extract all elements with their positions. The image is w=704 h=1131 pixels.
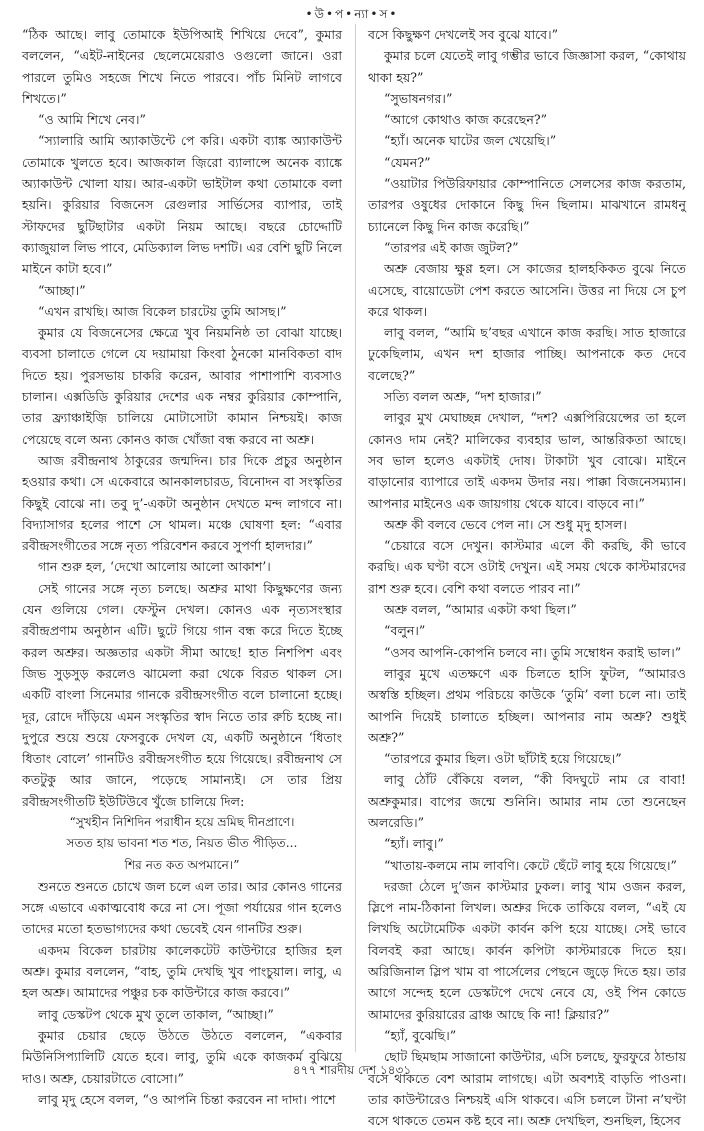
paragraph: অশ্রু বেজায় ক্ষুণ্ণ হল। সে কাজের হালহকিকত বুঝে নিতে এসেছে, বায়োডেটা পেশ করতে আসেনি। উত্তর না দিয়ে সে চুপ করে থাকল। xyxy=(368,261,686,319)
paragraph: আজ রবীন্দ্রনাথ ঠাকুরের জন্মদিন। চার দিকে প্রচুর অনুষ্ঠান হওয়ার কথা। সে একেবারে আনকালচারড, বিনোদন বা সংস্কৃতির কিছুই বোঝে না। তবু দু’-একটা অনুষ্ঠান দেখতে মন্দ লাগবে না। বিদ্যাসাগর হলের পাশে সে থামল। মঞ্চে ঘোষণা হল: “এবার রবীন্দ্রসংগীতের সঙ্গে নৃত্য পরিবেশন করবে সুপর্ণা হালদার।” xyxy=(22,452,342,554)
paragraph: ছোট ছিমছাম সাজানো কাউন্টার, এসি চলছে, ফুরফুরে ঠান্ডায় বসে থাকতে বেশ আরাম লাগছে। এটা অবশ্যই বাড়তি পাওনা। তার কাউন্টারেও নিশ্চয়ই এসি থাকবে। এসি চললে টানা ন’ঘণ্টা বসে থাকতে তেমন কষ্ট হবে না। অশ্রু দেখছিল, শুনছিল, হিসেব xyxy=(368,1049,686,1129)
paragraph: “তারপর এই কাজ জুটল?” xyxy=(384,239,519,255)
paragraph: “এখন রাখছি। আজ বিকেল চারটেয় তুমি আসছ।” xyxy=(38,303,287,319)
paragraph: “চেয়ারে বসে দেখুন। কাস্টমার এলে কী করছি, কী ভাবে করছি। এক ঘণ্টা বসে ওটাই দেখুন। এই সময় থেকে কাস্টমারদের রাশ শুরু হবে। বেশি কথা বলতে পারব না।” xyxy=(368,538,686,596)
paragraph: “ওসব আপনি-কোপনি চলবে না। তুমি সম্বোধন করাই ভাল।” xyxy=(384,644,682,660)
paragraph: “বলুন।” xyxy=(384,623,426,639)
paragraph: “আচ্ছা।” xyxy=(38,282,86,298)
paragraph: লাবুর মুখ মেঘাচ্ছন্ন দেখাল, “দশ? এক্সপিরিয়েন্সের তা হলে কোনও দাম নেই? মালিকের ব্যবহার ভাল, আন্তরিকতা আছে। সব ভাল হলেও একটাই দোষ। টাকাটা খুব বোঝে। মাইনে বাড়ানোর ব্যাপারে তাই একদম উদার নয়। পাক্কা বিজনেসম্যান। আপনার মাইনেও এক জায়গায় থেকে যাবে। বাড়বে না।” xyxy=(368,410,686,511)
paragraph: “ঠিক আছে। লাবু তোমাকে ইউপিআই শিখিয়ে দেবে”, কুমার বললেন, “এইট-নাইনের ছেলেমেয়েরাও ওগুলো জানে। ওরা পারলে তুমিও সহজে শিখে নিতে পারবে। পাঁচ মিনিট লাগবে শিখতে।” xyxy=(22,27,342,106)
paragraph: লাবু ঠোঁট বেঁকিয়ে বলল, “কী বিদঘুটে নাম রে বাবা! অশ্রুকুমার। বাপের জন্মে শুনিনি। আমার নাম তো শুনেছেন অলরেডি।” xyxy=(368,772,686,830)
paragraph: শুনতে শুনতে চোখে জল চলে এল তার। আর কোনও গানের সঙ্গে এভাবে একাত্মবোধ করে না সে। পূজা পর্যায়ের গান হলেও তাদের মতো হতভাগ্যদের কথা ভেবেই যেন গানটির শুরু। xyxy=(22,878,342,937)
paragraph: কুমার যে বিজনেসের ক্ষেত্রে খুব নিয়মনিষ্ঠ তা বোঝা যাচ্ছে। ব্যবসা চালাতে গেলে যে দয়ামায়া কিংবা ঠুনকো মানবিকতা বাদ দিতে হয়। পুরসভায় চাকরি করেন, আবার পাশাপাশি ব্যবসাও চালান। এক্সডিডি কুরিয়ার দেশের এক নম্বর কুরিয়ার কোম্পানি, তার ফ্র্যাঞ্চাইজ়ি চালিয়ে মোটাসোটা কামান নিশ্চয়ই। কাজ পেয়েছে বলে অন্য কোনও কাজ খোঁজা বন্ধ করবে না অশ্রু। xyxy=(22,325,342,447)
paragraph: একদম বিকেল চারটায় কালেকটেট কাউন্টারে হাজির হল অশ্রু। কুমার বললেন, “বাহ, তুমি দেখছি খুব পাংচুয়াল। লাবু, এ হল অশ্রু। আমাদের পঞ্চুর চক কাউন্টারে কাজ করবে।” xyxy=(22,942,342,1001)
paragraph: “যেমন?” xyxy=(384,154,431,170)
right-column xyxy=(368,24,686,1129)
left-column xyxy=(22,24,342,1107)
paragraph: “ওয়াটার পিউরিফায়ার কোম্পানিতে সেলসের কাজ করতাম, তারপর ওষুধের দোকানে কিছু দিন ছিলাম। মাঝখানে রামধনু চ্যানেলে কিছু দিন কাজ করেছি।” xyxy=(368,176,686,234)
paragraph: দরজা ঠেলে দু’জন কাস্টমার ঢুকল। লাবু খাম ওজন করল, স্লিপে নাম-ঠিকানা লিখল। অশ্রুর দিকে তাকিয়ে বলল, “এই যে লিখছি অটোমেটিক একটা কার্বন কপি হয়ে যাচ্ছে। সেই ভাবে বিলবই করা আছে। কার্বন কপিটা কাস্টমারকে দিতে হয়। অরিজিনাল স্লিপ খাম বা পার্সেলের পেছনে জুড়ে দিতে হয়। তার আগে সন্দেহ হলে ডেস্কটপে দেখে নেবে যে, ওই পিন কোডে আমাদের কুরিয়ারের ব্রাঞ্চ আছে কি না! ক্লিয়ার?” xyxy=(368,878,686,1022)
paragraph: সেই গানের সঙ্গে নৃত্য চলছে। অশ্রুর মাথা কিছুক্ষণের জন্য যেন গুলিয়ে গেল। ফেস্টুন দেখল। কোনও এক নৃত্যসংস্থার রবীন্দ্রপ্রণাম অনুষ্ঠান এটি। ছুটে গিয়ে গান বন্ধ করে দিতে ইচ্ছে করল অশ্রুর। অজ্ঞতার একটা সীমা আছে! হাত নিশপিশ এবং জিভ সুড়সুড় করলেও ঝামেলা করা থেকে বিরত থাকল সে। একটি বাংলা সিনেমার গানকে রবীন্দ্রসংগীত বলে চালানো হচ্ছে। দূর, রোদে দাঁড়িয়ে এমন সংস্কৃতির স্বাদ নিতে তার রুচি হচ্ছে না। দুপুরে শুয়ে শুয়ে ফেসবুকে দেখল যে, একটি অনুষ্ঠানে ‘ধিতাং ধিতাং বোলে’ গানটিও রবীন্দ্রসংগীত হয়ে গিয়েছে। রবীন্দ্রনাথ সে কতটুকু আর জানে, পড়েছে সামান্যই। সে তার প্রিয় রবীন্দ্রসংগীতটি ইউটিউবে খুঁজে চালিয়ে দিল: xyxy=(22,580,342,809)
paragraph: “সুভাষনগর।” xyxy=(384,90,453,106)
paragraph: “হ্যাঁ, বুঝেছি।” xyxy=(384,1027,457,1043)
page-footer: ৪৭৭ শারদীয় দেশ ১৪৩১ xyxy=(292,1063,412,1077)
paragraph: লাবুর মুখে এতক্ষণে এক চিলতে হাসি ফুটল, “আমারও অস্বস্তি হচ্ছিল। প্রথম পরিচয়ে কাউকে ‘তুমি’ বলা চলে না। তাই আপনি দিয়েই চালাতে হচ্ছিল। আপনার নাম অশ্রু? শুধুই অশ্রু?” xyxy=(368,665,686,745)
paragraph: “হ্যাঁ। অনেক ঘাটের জল খেয়েছি।” xyxy=(384,133,557,149)
column-divider xyxy=(355,24,356,1052)
paragraph: কুমার চলে যেতেই লাবু গম্ভীর ভাবে জিজ্ঞাসা করল, “কোথায় থাকা হয়?” xyxy=(368,48,686,85)
song-verse-line: শির নত কত অপমানে।” xyxy=(124,857,240,872)
paragraph: গান শুরু হল, ‘দেখো আলোয় আলো আকাশ’। xyxy=(38,559,271,575)
paragraph: “খাতায়-কলমে নাম লাবণি। কেটে ছেঁটে লাবু হয়ে গিয়েছে।” xyxy=(384,857,677,873)
paragraph: লাবু ডেস্কটপ থেকে মুখ তুলে তাকাল, “আচ্ছা।” xyxy=(38,1006,274,1022)
paragraph: অশ্রু কী বলবে ভেবে পেল না। সে শুধু মৃদু হাসল। xyxy=(384,516,627,532)
paragraph: “আগে কোথাও কাজ করেছেন?” xyxy=(384,112,548,128)
paragraph: “স্যালারি আমি অ্যাকাউন্টে পে করি। একটা ব্যাঙ্ক অ্যাকাউন্ট তোমাকে খুলতে হবে। আজকাল জ়িরো ব্যালান্সে অনেক ব্যাঙ্কে অ্যাকাউন্ট খোলা যায়। আর-একটা ভাইটাল কথা তোমাকে বলা হয়নি। কুরিয়ার বিজনেস রেগুলার সার্ভিসের ব্যাপার, তাই স্টাফদের ছুটিছাটার একটা নিয়ম আছে। বছরে চোদ্দোটি ক্যাজুয়াল লিভ পাবে, মেডিক্যাল লিভ দশটি। এর বেশি ছুটি নিলে মাইনে কাটা হবে।” xyxy=(22,133,342,277)
paragraph: “হ্যাঁ। লাবু।” xyxy=(384,836,444,852)
song-verse-line: “সুখহীন নিশিদিন পরাধীন হয়ে ভ্রমিছ দীনপ্রাণে। xyxy=(69,814,295,829)
paragraph: সত্যি বলল অশ্রু, “দশ হাজার।” xyxy=(384,389,542,405)
paragraph: অশ্রু বলল, “আমার একটা কথা ছিল।” xyxy=(384,602,577,618)
paragraph: লাবু বলল, “আমি ছ’বছর এখানে কাজ করছি। সাত হাজারে ঢুকেছিলাম, এখন দশ হাজার পাচ্ছি। আপনাকে কত দেবে বলেছে?” xyxy=(368,325,686,383)
paragraph: “ও আমি শিখে নেব।” xyxy=(38,112,146,128)
paragraph: “তারপরে কুমার ছিল। ওটা ছাঁটাই হয়ে গিয়েছে।” xyxy=(384,751,622,767)
paragraph: বসে কিছুক্ষণ দেখলেই সব বুঝে যাবে।” xyxy=(368,27,559,42)
song-verse-line: সতত হায় ভাবনা শত শত, নিয়ত ভীত পীড়িত... xyxy=(66,836,298,851)
running-title: •উ•প•ন্যা•স• xyxy=(305,7,399,21)
paragraph: লাবু মৃদু হেসে বলল, “ও আপনি চিন্তা করবেন না দাদা। পাশে xyxy=(38,1091,336,1107)
paragraph: কুমার চেয়ার ছেড়ে উঠতে উঠতে বললেন, “একবার মিউনিসিপ্যালিটি যেতে হবে। লাবু, তুমি একে কাজকর্ম বুঝিয়ে দাও। অশ্রু, চেয়ারটাতে বোসো।” xyxy=(22,1027,342,1086)
